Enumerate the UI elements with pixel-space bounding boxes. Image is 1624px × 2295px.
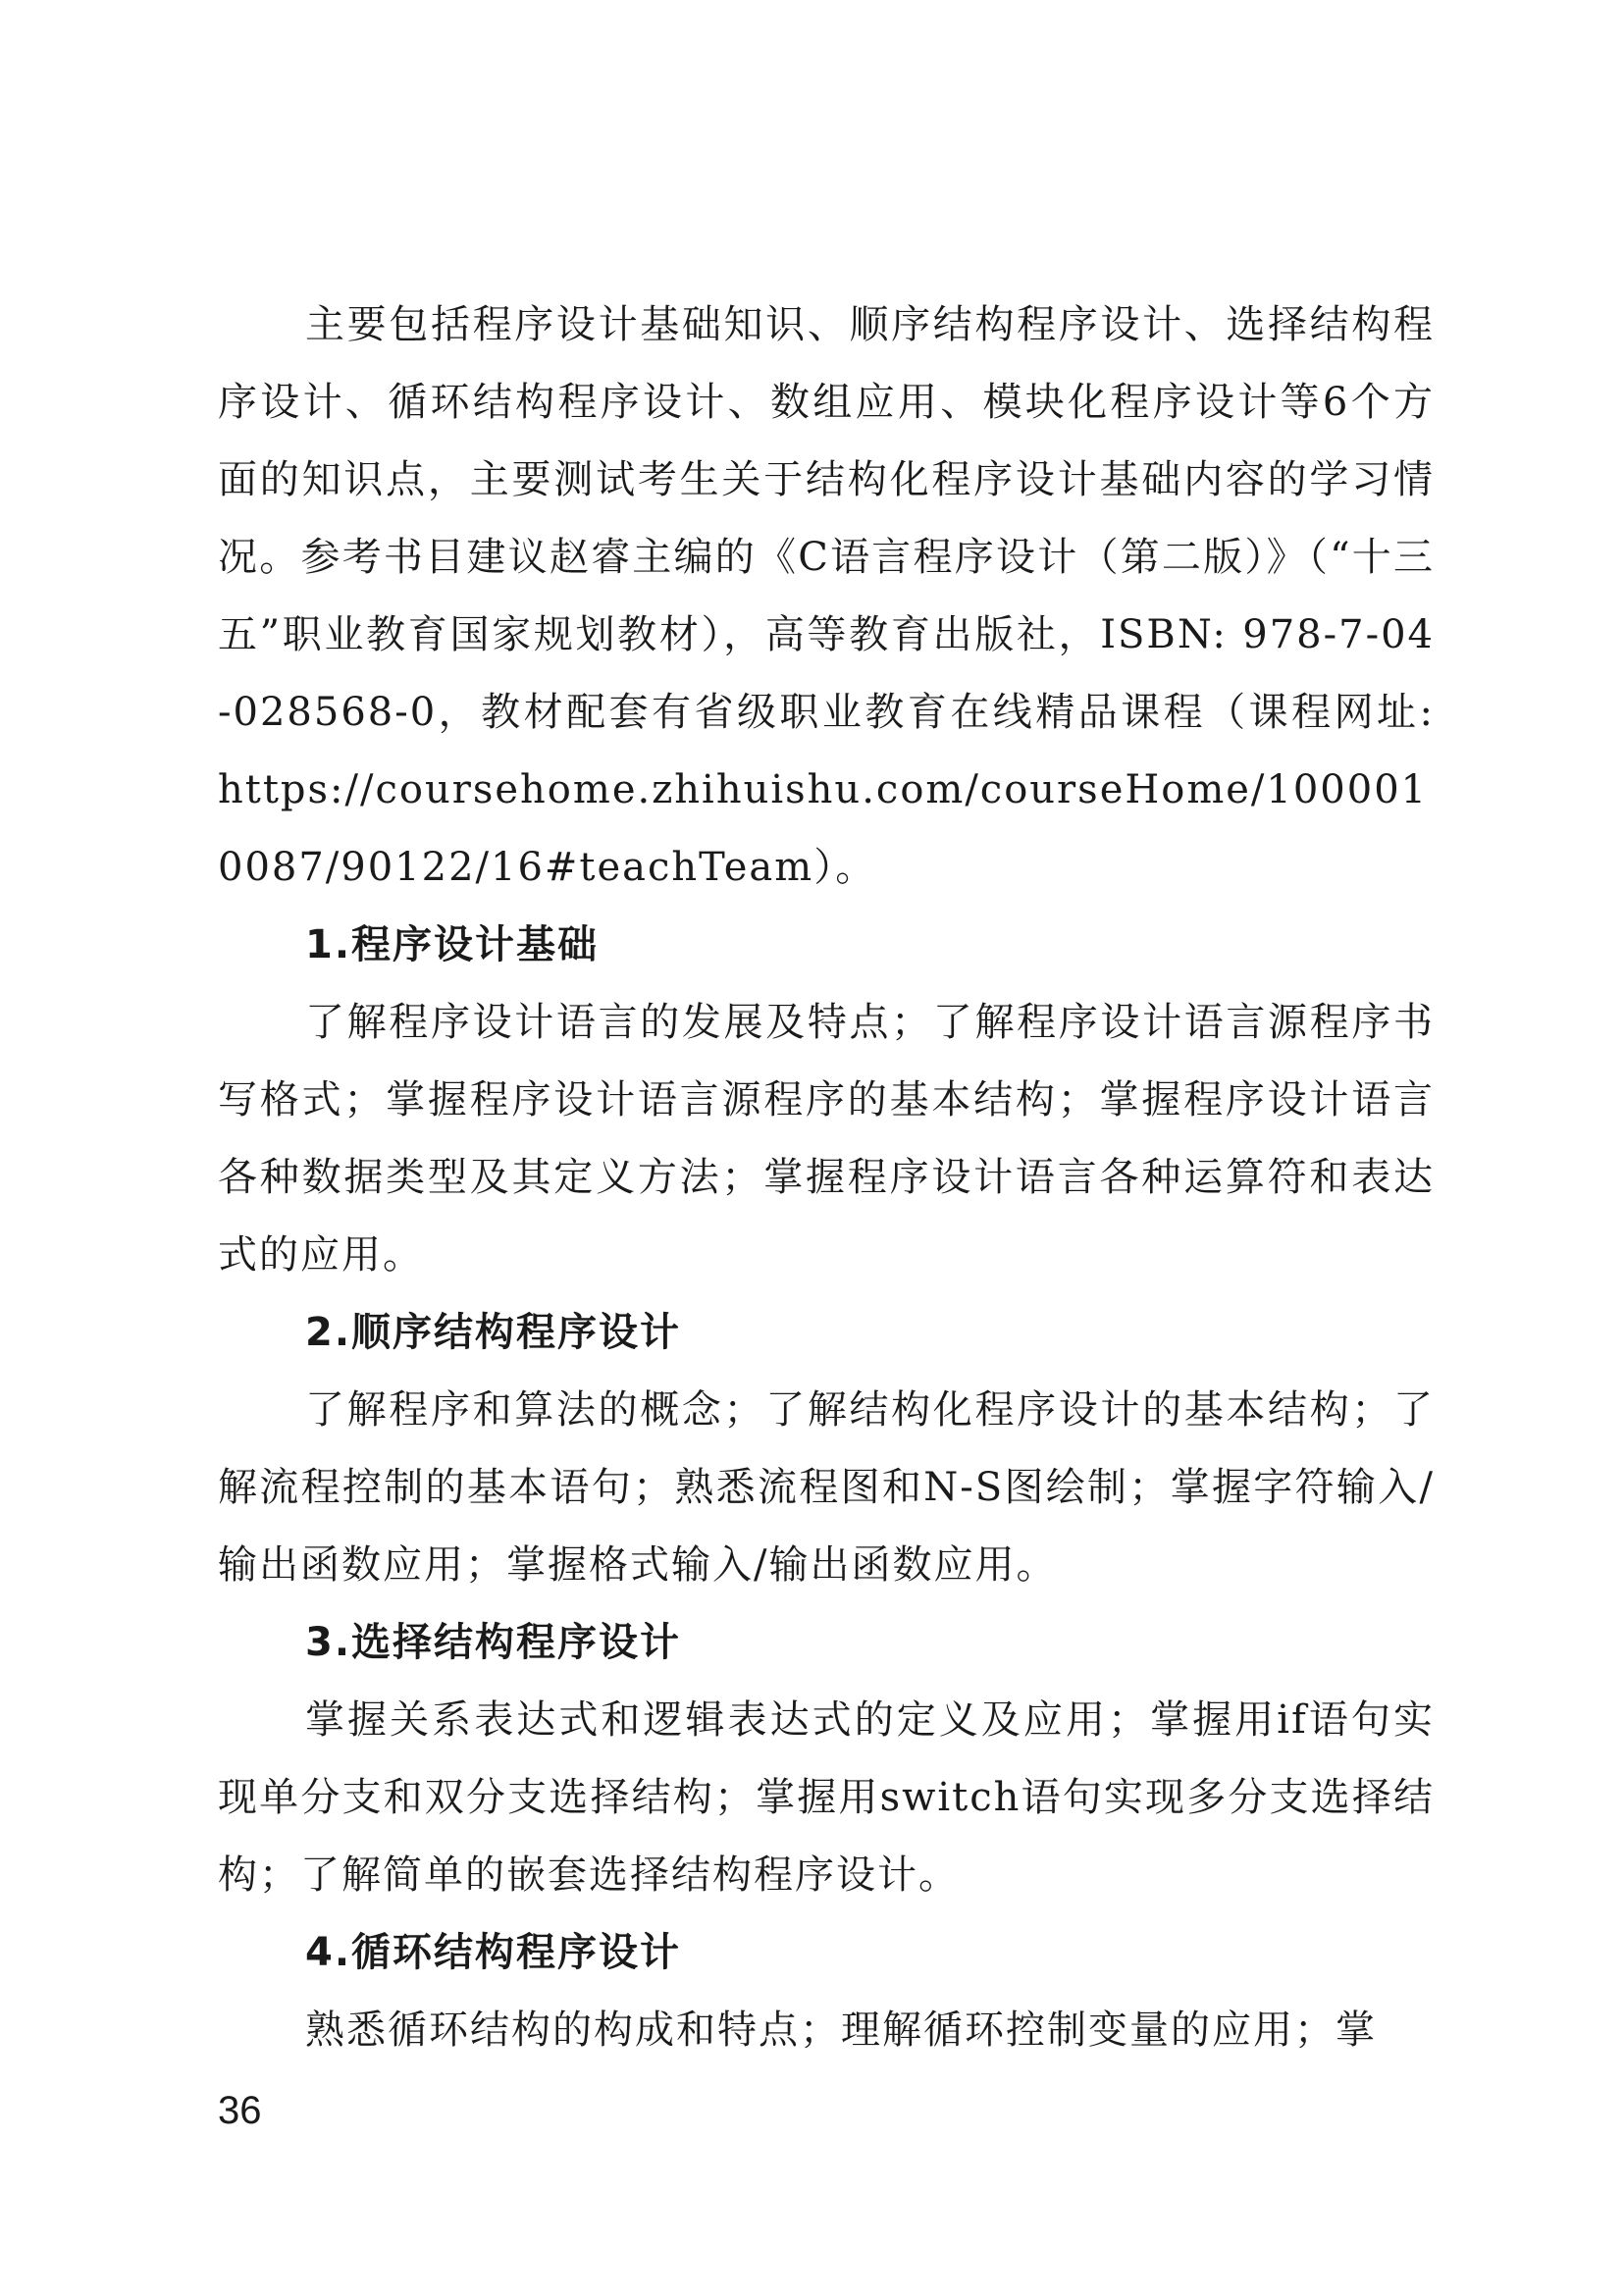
section-body-2: 了解程序和算法的概念；了解结构化程序设计的基本结构；了解流程控制的基本语句；熟悉流程图和N-S图绘制；掌握字符输入/输出函数应用；掌握格式输入/输出函数应用。 (218, 1387, 1435, 1588)
section-body-1: 了解程序设计语言的发展及特点；了解程序设计语言源程序书写格式；掌握程序设计语言源程序的基本结构；掌握程序设计语言各种数据类型及其定义方法；掌握程序设计语言各种运算符和表达式的应用。 (218, 1000, 1435, 1278)
section-heading-1: 1.程序设计基础 (305, 922, 600, 967)
page-number: 36 (218, 2089, 262, 2132)
section-heading-3: 3.选择结构程序设计 (305, 1620, 682, 1665)
page-content (218, 287, 1435, 2069)
section-body-3: 掌握关系表达式和逻辑表达式的定义及应用；掌握用if语句实现单分支和双分支选择结构；掌握用switch语句实现多分支选择结构；了解简单的嵌套选择结构程序设计。 (218, 1697, 1435, 1898)
section-heading-2: 2.顺序结构程序设计 (305, 1310, 682, 1355)
section-heading-4: 4.循环结构程序设计 (305, 1930, 682, 1975)
section-body-4: 熟悉循环结构的构成和特点；理解循环控制变量的应用；掌 (305, 2008, 1377, 2053)
intro-paragraph: 主要包括程序设计基础知识、顺序结构程序设计、选择结构程序设计、循环结构程序设计、数组应用、模块化程序设计等6个方面的知识点，主要测试考生关于结构化程序设计基础内容的学习情况。参考书目建议赵睿主编的《C语言程序设计（第二版）》（“十三五”职业教育国家规划教材），高等教育出版社，ISBN: 978-7-04-028568-0，教材配套有省级职业教育在线精品课程（课程网址: https://coursehome.zhihuishu.com/courseHome/1000010087/90122/16#teachTeam）。 (218, 302, 1435, 890)
